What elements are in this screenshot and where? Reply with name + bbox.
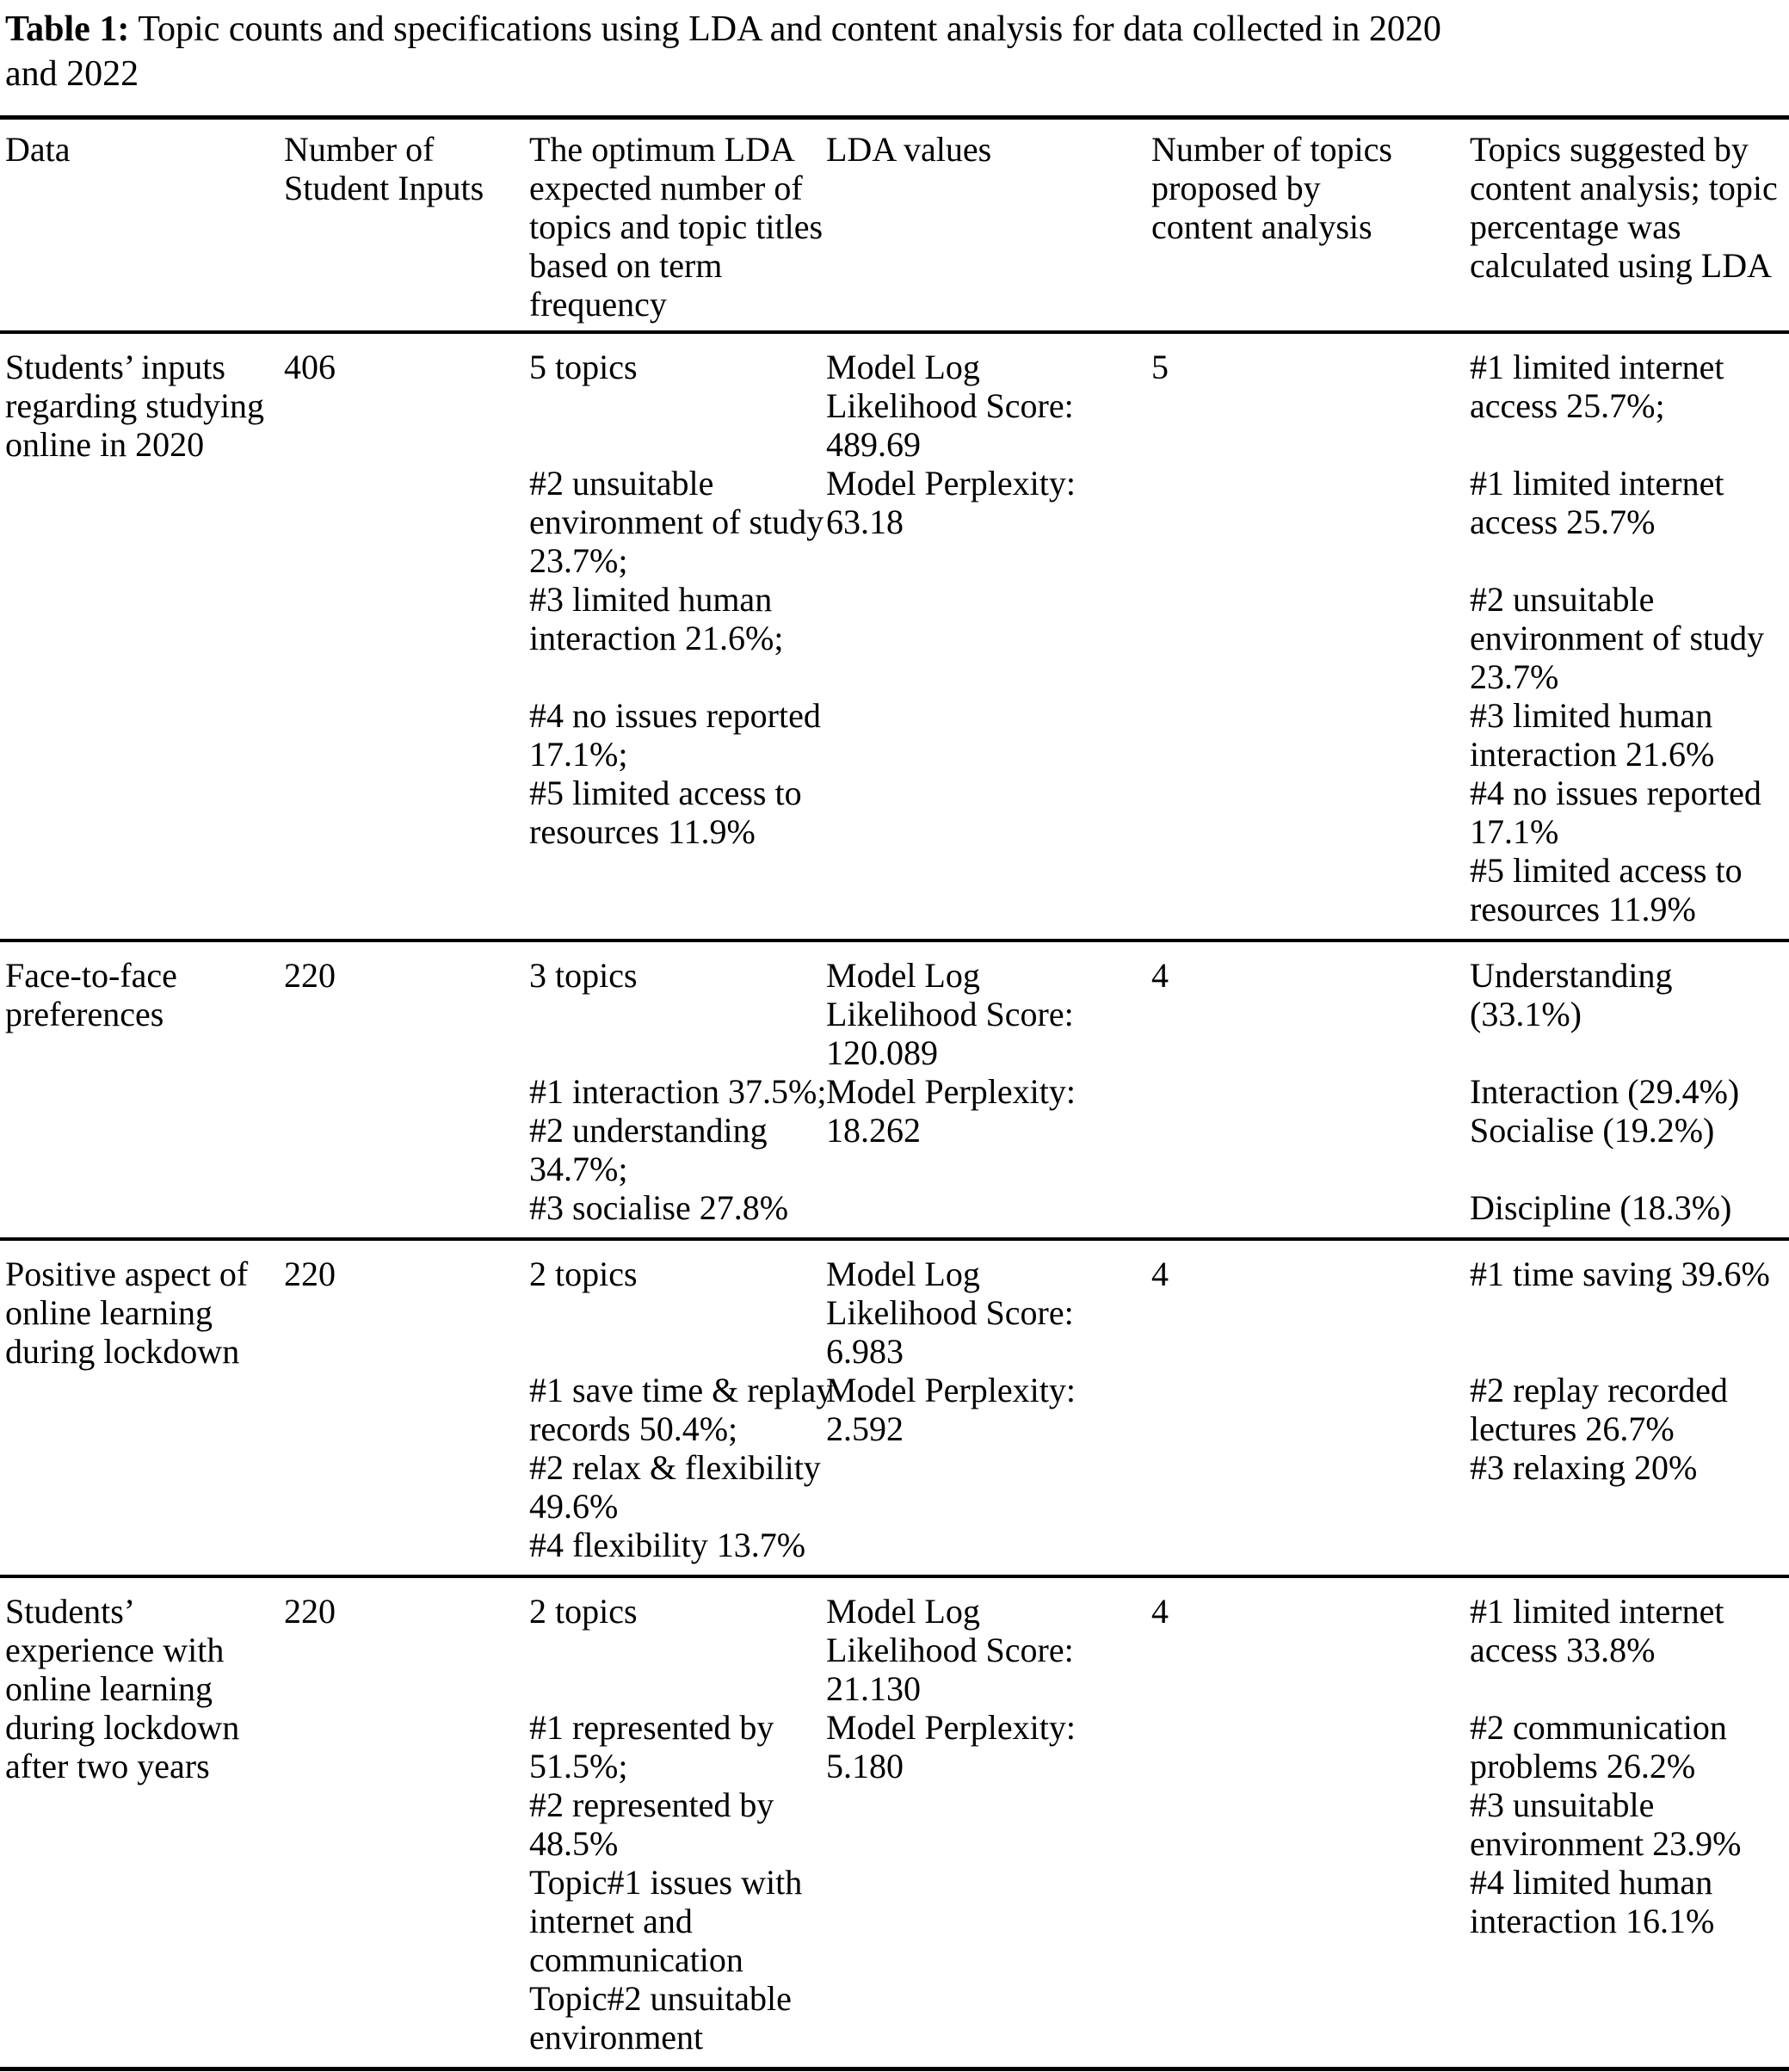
cell-topics-suggested — [1470, 1239, 1789, 1576]
cell-line: access 33.8% — [1470, 1631, 1656, 1669]
cell-line: 18.262 — [826, 1111, 921, 1150]
cell-blank-line — [529, 1293, 823, 1332]
cell-line: #1 limited internet — [1470, 1592, 1724, 1631]
cell-line: access 25.7%; — [1470, 386, 1665, 425]
cell-line: online learning — [5, 1293, 213, 1332]
cell-line: Model Perplexity: — [826, 1072, 1076, 1111]
cell-line: #1 time saving 39.6% — [1470, 1255, 1770, 1293]
cell-line: 48.5% — [529, 1824, 619, 1863]
cell-line: Model Log — [826, 956, 980, 995]
cell-line: records 50.4%; — [529, 1409, 738, 1448]
cell-student-inputs — [284, 332, 529, 940]
table-caption — [0, 7, 1773, 96]
cell-line: resources 11.9% — [529, 812, 756, 851]
cell-line: #5 limited access to — [529, 774, 802, 812]
cell-line: #2 relax & flexibility — [529, 1448, 821, 1487]
cell-line: #2 replay recorded — [1470, 1371, 1728, 1409]
cell-line: 5 topics — [529, 348, 638, 386]
cell-topics-proposed — [1151, 332, 1470, 940]
cell-optimum-lda-topics — [529, 1239, 834, 1576]
cell-blank-line — [529, 425, 823, 464]
cell-line: Likelihood Score: — [826, 995, 1074, 1033]
column-header-topics-proposed — [1151, 118, 1470, 333]
cell-topics-suggested — [1470, 332, 1789, 940]
cell-line: Likelihood Score: — [826, 386, 1074, 425]
cell-line: #3 socialise 27.8% — [529, 1188, 789, 1227]
cell-line: preferences — [5, 995, 164, 1033]
cell-lda-values — [826, 1576, 1151, 2069]
cell-line: Discipline (18.3%) — [1470, 1188, 1732, 1227]
cell-line: during lockdown — [5, 1332, 240, 1371]
cell-line: internet and — [529, 1902, 693, 1940]
cell-lda-values — [826, 332, 1151, 940]
cell-line: 220 — [284, 956, 336, 995]
cell-line: 5 — [1151, 348, 1169, 386]
cell-line: 220 — [284, 1592, 336, 1631]
cell-blank-line — [1470, 1150, 1786, 1188]
cell-line: Model Perplexity: — [826, 1708, 1076, 1747]
cell-data — [0, 1576, 284, 2069]
table-caption-line2: and 2022 — [5, 54, 139, 94]
cell-line: 3 topics — [529, 956, 638, 995]
cell-blank-line — [529, 657, 823, 696]
cell-blank-line — [1470, 1033, 1786, 1072]
cell-line: 6.983 — [826, 1332, 904, 1371]
cell-line: environment of study — [1470, 619, 1765, 657]
cell-student-inputs — [284, 940, 529, 1239]
header-row — [0, 118, 1789, 333]
column-header-optimum-lda-topics — [529, 118, 826, 333]
cell-line: Student Inputs — [284, 169, 484, 207]
cell-line: 21.130 — [826, 1669, 921, 1708]
column-header-student-inputs — [284, 118, 529, 333]
cell-line: #5 limited access to — [1470, 851, 1743, 890]
cell-line: resources 11.9% — [1470, 890, 1696, 928]
table-header — [0, 118, 1789, 333]
cell-topics-proposed — [1151, 1576, 1470, 2069]
cell-line: 51.5%; — [529, 1747, 628, 1785]
cell-line: 23.7%; — [529, 541, 628, 580]
cell-line: 4 — [1151, 956, 1169, 995]
cell-line: (33.1%) — [1470, 995, 1582, 1033]
cell-line: Topics suggested by — [1470, 130, 1749, 169]
topics-table — [0, 115, 1789, 2071]
cell-line: Face-to-face — [5, 956, 177, 995]
cell-line: 2 topics — [529, 1255, 638, 1293]
cell-line: #2 unsuitable — [1470, 580, 1655, 619]
cell-line: 406 — [284, 348, 336, 386]
cell-line: Model Perplexity: — [826, 1371, 1076, 1409]
table-row-4 — [0, 1576, 1789, 2069]
cell-line: 63.18 — [826, 503, 904, 541]
cell-line: 4 — [1151, 1255, 1169, 1293]
cell-line: Students’ inputs — [5, 348, 225, 386]
cell-line: 2 topics — [529, 1592, 638, 1631]
cell-line: online learning — [5, 1669, 213, 1708]
cell-line: 5.180 — [826, 1747, 904, 1785]
cell-line: interaction 21.6%; — [529, 619, 784, 657]
column-header-data — [0, 118, 284, 333]
cell-line: Model Perplexity: — [826, 464, 1076, 503]
cell-line: Likelihood Score: — [826, 1631, 1074, 1669]
cell-blank-line — [529, 995, 823, 1033]
cell-line: Likelihood Score: — [826, 1293, 1074, 1332]
cell-line: Number of — [284, 130, 435, 169]
cell-data — [0, 332, 284, 940]
cell-lda-values — [826, 1239, 1151, 1576]
column-header-lda-values — [826, 118, 1151, 333]
table-row-3 — [0, 1239, 1789, 1576]
table-caption-label: Table 1: — [5, 9, 130, 49]
cell-blank-line — [529, 1669, 823, 1708]
cell-line: #2 understanding — [529, 1111, 768, 1150]
cell-line: #1 limited internet — [1470, 464, 1724, 503]
cell-blank-line — [1470, 541, 1786, 580]
cell-line: environment — [529, 2018, 704, 2057]
cell-line: interaction 16.1% — [1470, 1902, 1715, 1940]
cell-optimum-lda-topics — [529, 940, 826, 1239]
cell-topics-proposed — [1151, 940, 1470, 1239]
cell-line: 2.592 — [826, 1409, 904, 1448]
cell-line: based on term — [529, 246, 723, 285]
cell-line: #4 no issues reported — [529, 696, 821, 735]
cell-line: content analysis; topic — [1470, 169, 1778, 207]
cell-line: #4 no issues reported — [1470, 774, 1761, 812]
cell-line: #2 represented by — [529, 1785, 774, 1824]
cell-line: access 25.7% — [1470, 503, 1656, 541]
cell-blank-line — [1470, 1293, 1786, 1332]
cell-optimum-lda-topics — [529, 332, 826, 940]
cell-blank-line — [529, 1631, 823, 1669]
cell-line: 220 — [284, 1255, 336, 1293]
cell-line: #3 relaxing 20% — [1470, 1448, 1698, 1487]
cell-line: 489.69 — [826, 425, 921, 464]
cell-line: 17.1% — [1470, 812, 1559, 851]
cell-line: 4 — [1151, 1592, 1169, 1631]
cell-line: environment of study — [529, 503, 824, 541]
cell-line: #1 save time & replay — [529, 1371, 834, 1409]
cell-topics-suggested — [1470, 940, 1789, 1239]
cell-line: #3 limited human — [529, 580, 773, 619]
cell-line: problems 26.2% — [1470, 1747, 1696, 1785]
cell-line: Topic#1 issues with — [529, 1863, 803, 1902]
cell-line: 120.089 — [826, 1033, 938, 1072]
cell-line: #1 limited internet — [1470, 348, 1724, 386]
cell-line: #3 limited human — [1470, 696, 1713, 735]
cell-line: #3 unsuitable — [1470, 1785, 1655, 1824]
cell-topics-suggested — [1470, 1576, 1789, 2069]
table-row-2 — [0, 940, 1789, 1239]
cell-line: The optimum LDA — [529, 130, 795, 169]
cell-blank-line — [1470, 425, 1786, 464]
cell-line: 23.7% — [1470, 657, 1559, 696]
cell-student-inputs — [284, 1239, 529, 1576]
cell-line: communication — [529, 1940, 743, 1979]
cell-line: #4 limited human — [1470, 1863, 1713, 1902]
cell-line: Students’ — [5, 1592, 136, 1631]
cell-line: Positive aspect of — [5, 1255, 249, 1293]
cell-line: Number of topics — [1151, 130, 1392, 169]
cell-line: percentage was — [1470, 207, 1681, 246]
cell-blank-line — [1470, 1669, 1786, 1708]
cell-topics-proposed — [1151, 1239, 1470, 1576]
cell-line: experience with — [5, 1631, 225, 1669]
cell-line: 49.6% — [529, 1487, 619, 1526]
cell-blank-line — [529, 386, 823, 425]
cell-line: Model Log — [826, 1592, 980, 1631]
cell-line: frequency — [529, 285, 667, 324]
cell-line: 17.1%; — [529, 735, 628, 774]
cell-line: Interaction (29.4%) — [1470, 1072, 1740, 1111]
cell-data — [0, 1239, 284, 1576]
cell-line: #2 unsuitable — [529, 464, 714, 503]
cell-line: topics and topic titles — [529, 207, 824, 246]
cell-line: lectures 26.7% — [1470, 1409, 1675, 1448]
table-row-1 — [0, 332, 1789, 940]
cell-line: online in 2020 — [5, 425, 205, 464]
cell-blank-line — [529, 1033, 823, 1072]
cell-blank-line — [1470, 1332, 1786, 1371]
cell-line: #1 interaction 37.5%; — [529, 1072, 827, 1111]
cell-line: LDA values — [826, 130, 992, 169]
table-body — [0, 332, 1789, 2069]
cell-line: calculated using LDA — [1470, 246, 1772, 285]
cell-line: regarding studying — [5, 386, 265, 425]
cell-line: Understanding — [1470, 956, 1673, 995]
cell-line: Socialise (19.2%) — [1470, 1111, 1715, 1150]
table-caption-text: Topic counts and specifications using LDA and content analysis for data collected in 2020 — [138, 9, 1441, 49]
cell-lda-values — [826, 940, 1151, 1239]
cell-line: Model Log — [826, 348, 980, 386]
column-header-topics-suggested — [1470, 118, 1789, 333]
cell-line: expected number of — [529, 169, 803, 207]
cell-data — [0, 940, 284, 1239]
cell-blank-line — [529, 1332, 823, 1371]
cell-line: Topic#2 unsuitable — [529, 1979, 792, 2018]
cell-line: interaction 21.6% — [1470, 735, 1715, 774]
cell-student-inputs — [284, 1576, 529, 2069]
cell-line: Data — [5, 130, 71, 169]
cell-line: proposed by — [1151, 169, 1321, 207]
cell-line: environment 23.9% — [1470, 1824, 1742, 1863]
cell-line: during lockdown — [5, 1708, 240, 1747]
cell-line: #4 flexibility 13.7% — [529, 1526, 806, 1564]
cell-line: after two years — [5, 1747, 210, 1785]
cell-line: #1 represented by — [529, 1708, 774, 1747]
cell-optimum-lda-topics — [529, 1576, 826, 2069]
cell-line: Model Log — [826, 1255, 980, 1293]
cell-line: #2 communication — [1470, 1708, 1727, 1747]
cell-line: 34.7%; — [529, 1150, 628, 1188]
cell-line: content analysis — [1151, 207, 1373, 246]
